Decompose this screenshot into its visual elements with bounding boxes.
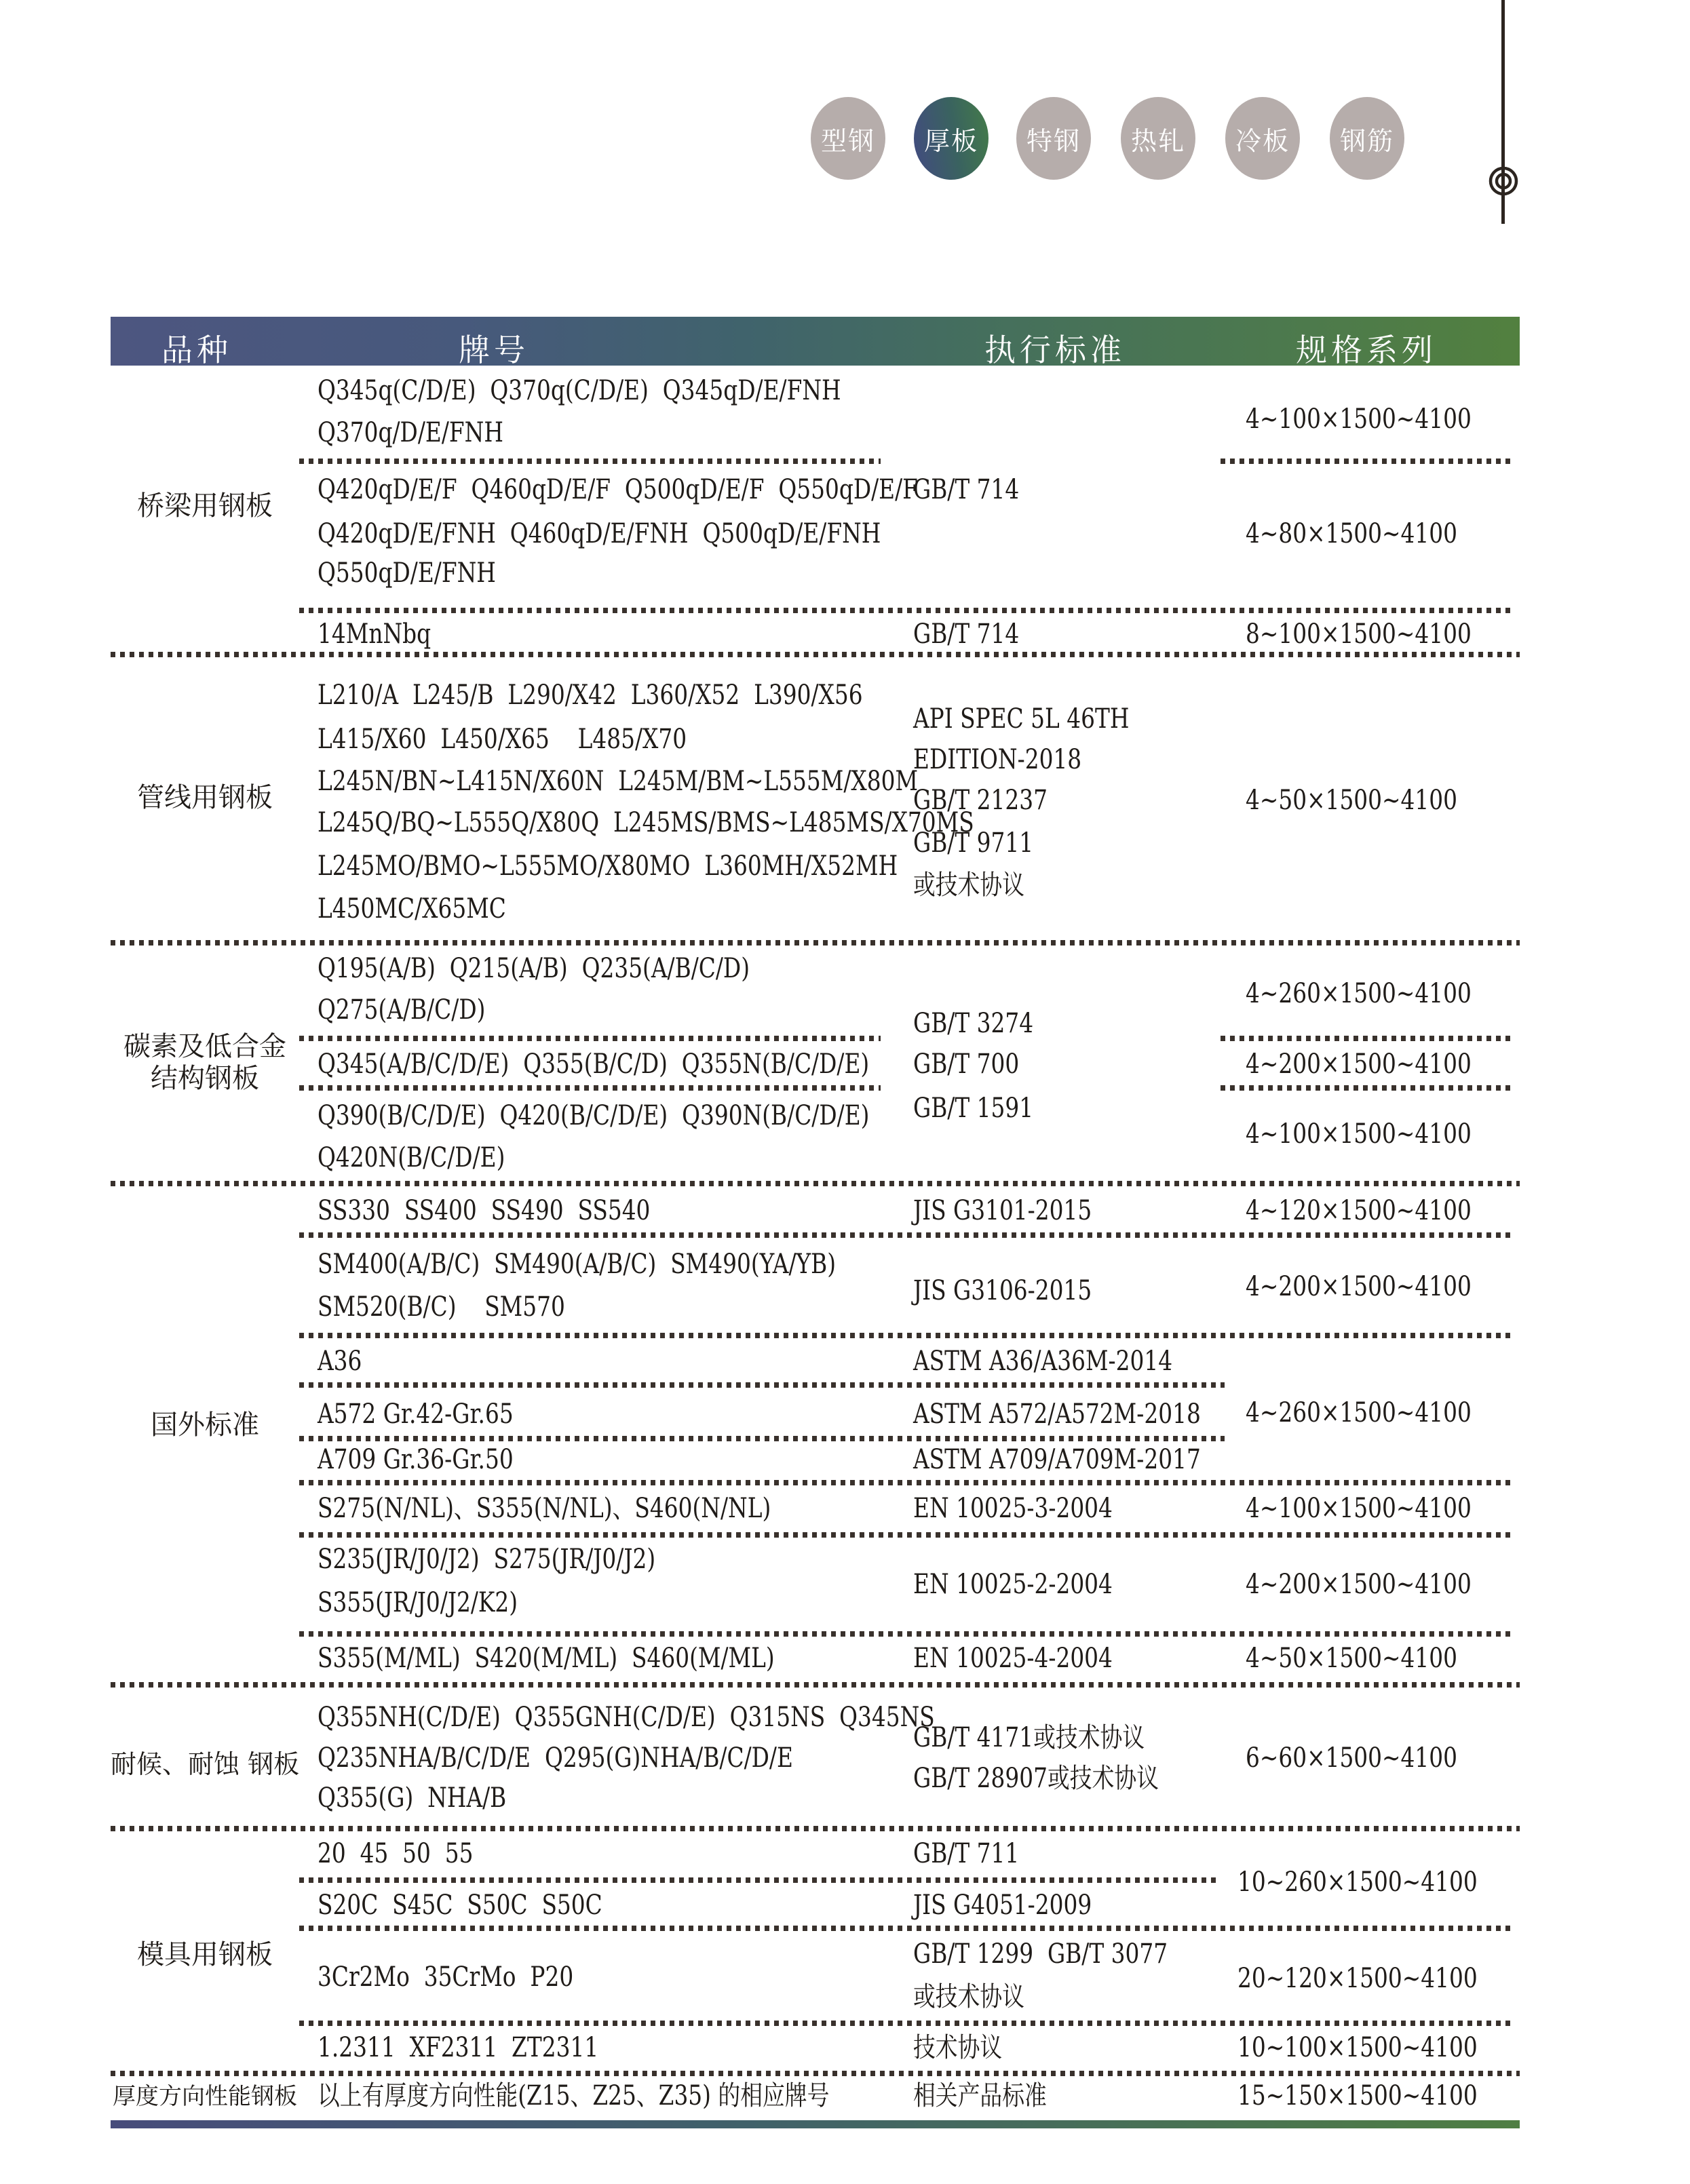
binder-rings-icon [1483,161,1524,201]
standard-line: GB/T 21237 [913,785,1048,816]
row-separator [299,1036,881,1041]
grade-line: Q355NH(C/D/E) Q355GNH(C/D/E) Q315NS Q345NS [318,1702,935,1733]
variety-label: 结构钢板 [151,1063,259,1094]
grade-line: 3Cr2Mo 35CrMo P20 [318,1962,574,1993]
row-separator [1221,1036,1514,1041]
spec-line: 4~80×1500~4100 [1246,518,1458,549]
row-separator [299,1436,1225,1441]
section-separator [111,652,1520,657]
spec-line: 4~260×1500~4100 [1246,978,1472,1009]
spec-line: 4~50×1500~4100 [1246,785,1458,816]
row-separator [299,1532,1514,1538]
grade-line: SM520(B/C) SM570 [318,1291,565,1323]
tab-tegang[interactable] [1016,97,1091,180]
tab-label: 钢筋 [1339,127,1394,156]
grade-line: Q275(A/B/C/D) [318,994,486,1026]
grade-line: Q550qD/E/FNH [318,558,496,589]
header-grade: 牌号 [459,332,529,368]
grade-line: 以上有厚度方向性能(Z15、Z25、Z35) 的相应牌号 [318,2080,830,2111]
standard-line: 或技术协议 [913,870,1024,901]
grade-line: Q370q/D/E/FNH [318,417,503,448]
row-separator [299,1232,1514,1238]
header-spec: 规格系列 [1296,332,1437,368]
spec-line: 4~100×1500~4100 [1246,404,1472,435]
row-separator [299,1480,1514,1485]
section-separator [111,2071,1520,2076]
standard-line: GB/T 711 [913,1838,1020,1869]
grade-line: A36 [318,1346,362,1377]
section-separator [111,940,1520,945]
tab-xinggang[interactable] [811,97,885,180]
spec-line: 4~200×1500~4100 [1246,1271,1472,1302]
grade-line: A709 Gr.36-Gr.50 [318,1444,514,1475]
standard-line: JIS G4051-2009 [913,1890,1092,1921]
variety-label: 模具用钢板 [137,1939,273,1970]
spec-line: 4~120×1500~4100 [1246,1195,1472,1226]
grade-line: 20 45 50 55 [318,1838,474,1869]
grade-line: Q420qD/E/F Q460qD/E/F Q500qD/E/F Q550qD/E/F [318,474,918,505]
header-variety: 品种 [161,332,232,368]
grade-line: L450MC/X65MC [318,893,506,924]
section-separator [111,1826,1520,1831]
grade-line: L245Q/BQ~L555Q/X80Q L245MS/BMS~L485MS/X70MS [318,807,974,838]
row-separator [299,459,881,464]
row-separator [299,1333,1514,1338]
grade-line: 14MnNbq [318,619,431,650]
standard-line: ASTM A572/A572M-2018 [913,1399,1201,1430]
grade-line: Q420qD/E/FNH Q460qD/E/FNH Q500qD/E/FNH [318,518,881,549]
grade-line: Q390(B/C/D/E) Q420(B/C/D/E) Q390N(B/C/D/E) [318,1100,870,1131]
spec-line: 4~260×1500~4100 [1246,1397,1472,1428]
grade-line: A572 Gr.42-Gr.65 [318,1399,514,1430]
grade-line: L210/A L245/B L290/X42 L360/X52 L390/X56 [318,680,863,711]
tab-label: 特钢 [1026,127,1081,156]
spec-line: 20~120×1500~4100 [1237,1963,1478,1994]
grade-line: L415/X60 L450/X65 L485/X70 [318,724,687,755]
spec-line: 4~50×1500~4100 [1246,1643,1458,1674]
row-separator [299,2021,1514,2026]
variety-label: 国外标准 [151,1409,259,1441]
spec-line: 4~200×1500~4100 [1246,1049,1472,1080]
standard-line: GB/T 9711 [913,827,1034,859]
grade-line: Q345(A/B/C/D/E) Q355(B/C/D) Q355N(B/C/D/E) [318,1049,870,1080]
spec-line: 15~150×1500~4100 [1237,2080,1478,2111]
grade-line: S275(N/NL)、S355(N/NL)、S460(N/NL) [318,1493,771,1524]
standard-line: EN 10025-2-2004 [913,1569,1113,1600]
standard-line: API SPEC 5L 46TH [913,703,1130,735]
header-standard: 执行标准 [984,332,1126,368]
standard-line: 相关产品标准 [913,2080,1047,2111]
row-separator [299,1382,1225,1388]
standard-line: GB/T 4171或技术协议 [913,1722,1145,1753]
standard-line: GB/T 1299 GB/T 3077 [913,1938,1168,1970]
standard-line: ASTM A36/A36M-2014 [913,1346,1173,1377]
row-separator [299,1877,1220,1883]
variety-label: 耐候、耐蚀 钢板 [111,1749,300,1779]
grade-line: SM400(A/B/C) SM490(A/B/C) SM490(YA/YB) [318,1249,837,1280]
variety-label: 桥梁用钢板 [137,490,273,522]
grade-line: 1.2311 XF2311 ZT2311 [318,2032,599,2063]
spec-line: 10~260×1500~4100 [1237,1867,1478,1898]
section-separator [111,1181,1520,1186]
grade-line: Q345q(C/D/E) Q370q(C/D/E) Q345qD/E/FNH [318,375,841,406]
standard-line: JIS G3101-2015 [913,1195,1092,1226]
spec-line: 6~60×1500~4100 [1246,1742,1458,1774]
tab-rezha[interactable] [1121,97,1195,180]
tab-lengban[interactable] [1225,97,1300,180]
row-separator [299,1085,881,1091]
spec-line: 4~200×1500~4100 [1246,1569,1472,1600]
grade-line: L245MO/BMO~L555MO/X80MO L360MH/X52MH [318,851,898,882]
tab-label: 冷板 [1235,127,1290,156]
standard-line: ASTM A709/A709M-2017 [913,1444,1201,1475]
standard-line: EDITION-2018 [913,744,1082,775]
tab-label: 型钢 [820,127,875,156]
grade-line: Q195(A/B) Q215(A/B) Q235(A/B/C/D) [318,953,750,984]
grade-line: S355(M/ML) S420(M/ML) S460(M/ML) [318,1643,775,1674]
row-separator [1221,1085,1514,1091]
standard-line: 或技术协议 [913,1981,1024,2012]
standard-line: EN 10025-3-2004 [913,1493,1113,1524]
tab-gangjin[interactable] [1330,97,1404,180]
tab-label: 热轧 [1130,127,1185,156]
footer-gradient-bar [111,2120,1520,2128]
variety-label: 厚度方向性能钢板 [113,2083,297,2110]
standard-line: GB/T 28907或技术协议 [913,1763,1159,1794]
spec-line: 10~100×1500~4100 [1237,2032,1478,2063]
standard-line: GB/T 3274 [913,1008,1034,1039]
grade-line: S235(JR/J0/J2) S275(JR/J0/J2) [318,1544,656,1575]
grade-line: S20C S45C S50C S50C [318,1890,602,1921]
grade-line: Q355(G) NHA/B [318,1782,507,1814]
tab-houban-active[interactable] [914,97,988,180]
spec-line: 4~100×1500~4100 [1246,1118,1472,1150]
grade-line: Q235NHA/B/C/D/E Q295(G)NHA/B/C/D/E [318,1742,793,1774]
standard-line: GB/T 700 [913,1049,1020,1080]
grade-line: SS330 SS400 SS490 SS540 [318,1195,651,1226]
spec-line: 8~100×1500~4100 [1246,619,1472,650]
standard-line: GB/T 714 [913,619,1020,650]
variety-label: 管线用钢板 [137,782,273,813]
variety-label: 碳素及低合金 [123,1031,286,1062]
tab-label: 厚板 [923,127,978,156]
grade-line: S355(JR/J0/J2/K2) [318,1587,518,1618]
row-separator [299,1631,1514,1637]
row-separator [1221,459,1514,464]
row-separator [299,1926,1514,1931]
row-separator [299,608,1514,613]
spec-line: 4~100×1500~4100 [1246,1493,1472,1524]
standard-line: JIS G3106-2015 [913,1275,1092,1306]
standard-line: 技术协议 [913,2032,1003,2063]
standard-line: EN 10025-4-2004 [913,1643,1113,1674]
standard-line: GB/T 1591 [913,1093,1034,1124]
standard-line: GB/T 714 [913,474,1020,505]
section-separator [111,1682,1520,1688]
grade-line: Q420N(B/C/D/E) [318,1142,505,1173]
grade-line: L245N/BN~L415N/X60N L245M/BM~L555M/X80M [318,766,919,797]
